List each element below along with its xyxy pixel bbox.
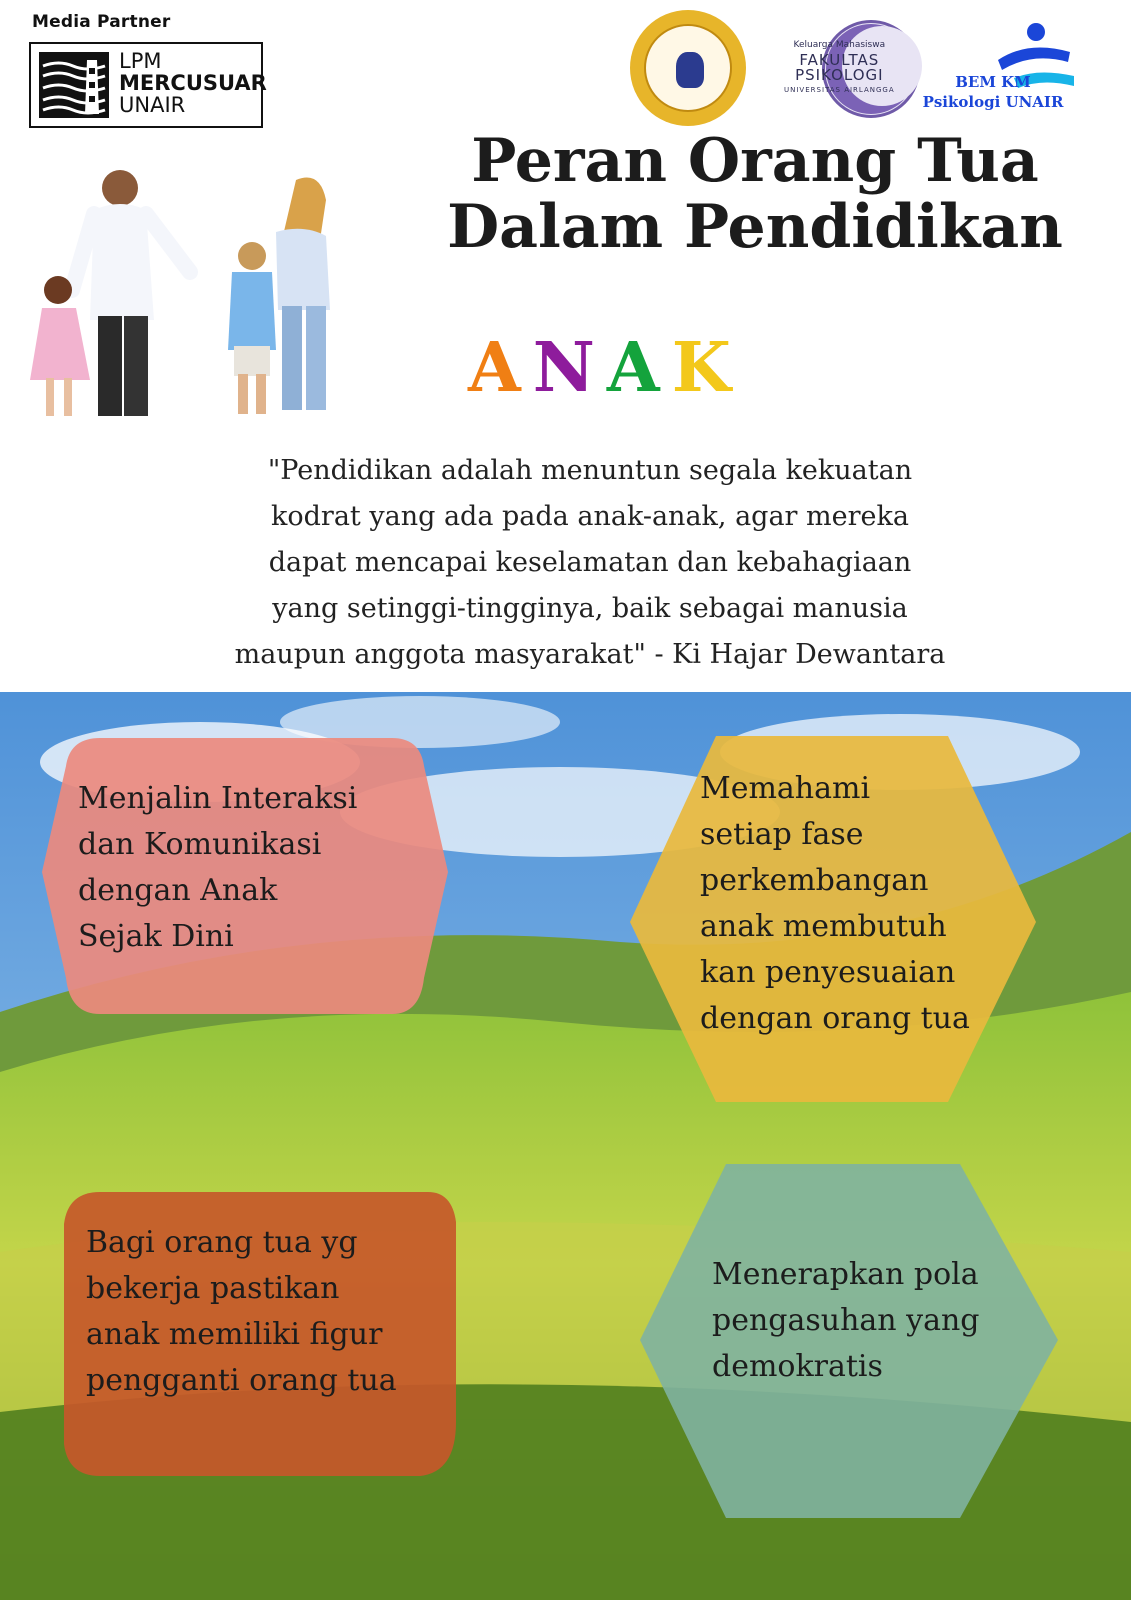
point-3-text: Bagi orang tua yg bekerja pastikan anak memiliki figur pengganti orang tua [86,1225,397,1398]
title-anak [468,328,743,408]
bem-line1: BEM KM [955,73,1031,91]
psi-line1: FAKULTAS [799,51,880,69]
bem-line2: Psikologi UNAIR [922,93,1064,111]
lpm-line3: UNAIR [119,93,186,117]
lpm-mercusuar-logo [29,42,267,128]
anak-letter: K [671,328,743,408]
psi-univ: UNIVERSITAS AIRLANGGA [784,86,895,94]
media-partner-label: Media Partner [32,12,171,32]
title-line1: Peran Orang Tua [471,126,1039,196]
lighthouse-icon [39,52,109,118]
bem-text [908,72,1078,112]
point-1-text: Menjalin Interaksi dan Komunikasi dengan Anak Sejak Dini [78,781,358,954]
title-line2: Dalam Pendidikan [447,192,1063,262]
quote-text: "Pendidikan adalah menuntun segala kekuatan kodrat yang ada pada anak-anak, agar mereka dapat mencapai keselamatan dan kebahagiaan yang setinggi-tingginya, baik sebagai manusia maupun anggota masyarakat" - Ki Hajar Dewantara [234,455,946,670]
psi-small: Keluarga Mahasiswa [793,40,886,50]
page-title [425,128,1085,260]
lpm-text [119,50,267,116]
lpm-line2: MERCUSUAR [119,71,267,95]
lpm-line1: LPM [119,49,162,73]
unair-emblem-icon [630,10,746,126]
family-photo [20,140,380,440]
point-2-text: Memahami setiap fase perkembangan anak membutuh kan penyesuaian dengan orang tua [700,771,970,1036]
anak-letter: A [606,328,672,408]
anak-letter: N [532,328,607,408]
point-4-text: Menerapkan pola pengasuhan yang demokratis [712,1257,980,1384]
anak-letter: A [468,328,533,408]
psi-line2: PSIKOLOGI [795,66,884,84]
psychology-faculty-text [784,38,895,98]
